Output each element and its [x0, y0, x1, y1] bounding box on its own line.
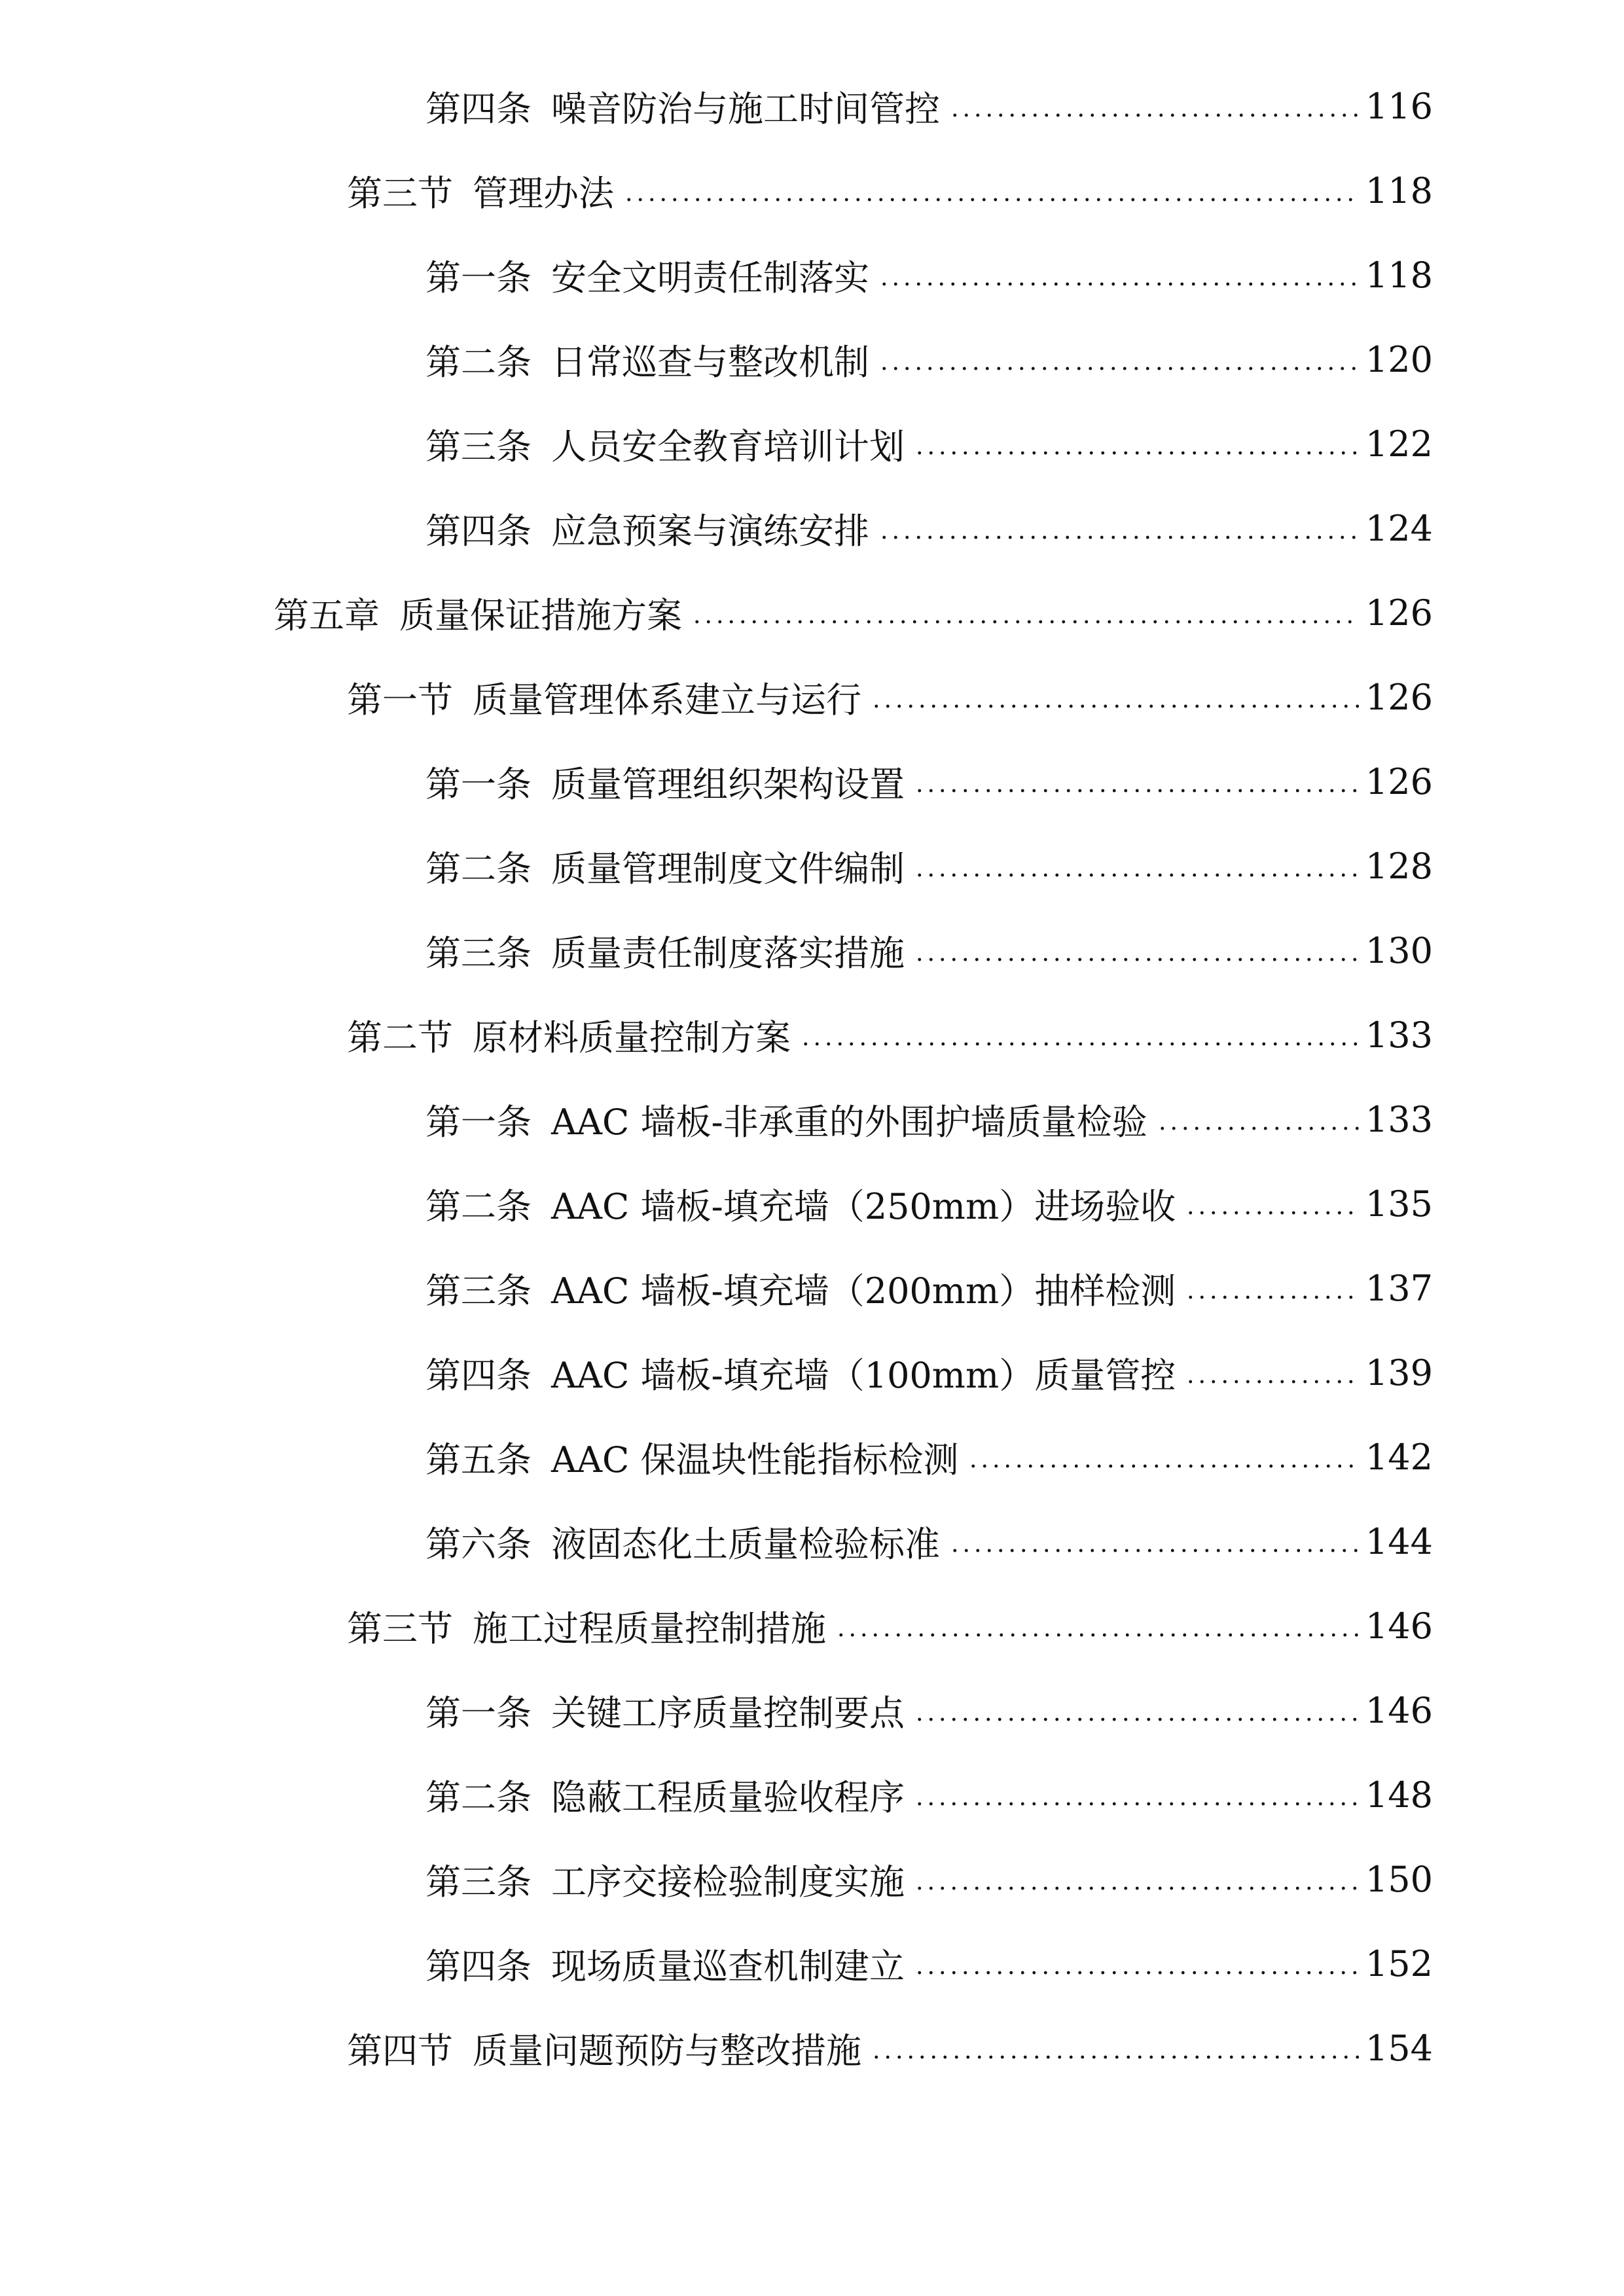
- toc-entry-title: 施工过程质量控制措施: [473, 1607, 826, 1649]
- toc-entry-title: 噪音防治与施工时间管控: [551, 88, 940, 130]
- dot-leader: [914, 450, 1359, 456]
- dot-leader: [914, 1970, 1359, 1975]
- toc-entry-label: 第四条: [425, 510, 532, 552]
- toc-entry-title: 关键工序质量控制要点: [551, 1692, 905, 1734]
- toc-entry-title: 安全文明责任制落实: [551, 257, 869, 298]
- toc-entry-page-number: 118: [1365, 170, 1433, 211]
- toc-entry-title: AAC 墙板-填充墙（200mm）抽样检测: [551, 1270, 1176, 1312]
- dot-leader: [914, 1886, 1359, 1891]
- toc-entry-label: 第三条: [425, 425, 532, 467]
- toc-entry-page-number: 139: [1365, 1352, 1433, 1393]
- toc-entry-page-number: 137: [1365, 1267, 1433, 1309]
- dot-leader: [878, 535, 1359, 540]
- toc-entry-page-number: 122: [1365, 423, 1433, 465]
- toc-entry-label: 第四条: [425, 1354, 532, 1396]
- toc-entry[interactable]: [425, 80, 1433, 132]
- toc-entry[interactable]: [425, 1262, 1433, 1314]
- toc-entry-title: 日常巡查与整改机制: [551, 341, 869, 383]
- toc-entry-label: 第一条: [425, 1692, 532, 1734]
- toc-entry-page-number: 152: [1365, 1943, 1433, 1984]
- toc-entry-label: 第四节: [347, 2030, 453, 2072]
- toc-entry-title: AAC 墙板-填充墙（100mm）质量管控: [551, 1354, 1176, 1396]
- toc-entry-page-number: 126: [1365, 592, 1433, 634]
- toc-entry[interactable]: [425, 1937, 1433, 1990]
- dot-leader: [967, 1463, 1358, 1469]
- toc-entry-page-number: 146: [1365, 1689, 1433, 1731]
- toc-entry-title: 质量责任制度落实措施: [551, 932, 905, 974]
- toc-entry[interactable]: [425, 1515, 1433, 1568]
- toc-entry-title: 人员安全教育培训计划: [551, 425, 905, 467]
- dot-leader: [691, 619, 1359, 624]
- dot-leader: [878, 366, 1359, 371]
- toc-entry-page-number: 133: [1365, 1098, 1433, 1140]
- dot-leader: [623, 197, 1359, 202]
- toc-entry-title: 隐蔽工程质量验收程序: [551, 1776, 905, 1818]
- dot-leader: [914, 957, 1359, 962]
- toc-entry[interactable]: [425, 1346, 1433, 1399]
- toc-entry-page-number: 144: [1365, 1520, 1433, 1562]
- toc-entry-page-number: 135: [1365, 1183, 1433, 1225]
- toc-entry[interactable]: [425, 924, 1433, 977]
- dot-leader: [871, 704, 1359, 709]
- toc-entry-title: 液固态化土质量检验标准: [551, 1523, 940, 1565]
- toc-entry-title: 管理办法: [473, 172, 614, 214]
- dot-leader: [878, 281, 1359, 287]
- toc-entry[interactable]: [274, 586, 1433, 639]
- dot-leader: [949, 113, 1359, 118]
- toc-entry-label: 第五条: [425, 1439, 532, 1480]
- toc-entry-title: AAC 墙板-填充墙（250mm）进场验收: [551, 1185, 1176, 1227]
- toc-entry[interactable]: [425, 1684, 1433, 1736]
- toc-entry-title: 工序交接检验制度实施: [551, 1861, 905, 1903]
- toc-entry-page-number: 120: [1365, 338, 1433, 380]
- toc-entry-title: 质量保证措施方案: [399, 594, 682, 636]
- toc-entry-page-number: 130: [1365, 929, 1433, 971]
- dot-leader: [1185, 1295, 1359, 1300]
- dot-leader: [914, 788, 1359, 793]
- toc-entry-label: 第三条: [425, 932, 532, 974]
- toc-entry-page-number: 154: [1365, 2027, 1433, 2069]
- toc-entry-label: 第二节: [347, 1016, 453, 1058]
- toc-entry[interactable]: [425, 418, 1433, 470]
- toc-entry-title: 质量问题预防与整改措施: [473, 2030, 861, 2072]
- toc-entry[interactable]: [425, 1177, 1433, 1230]
- toc-entry[interactable]: [425, 1093, 1433, 1145]
- toc-entry-title: 质量管理体系建立与运行: [473, 679, 861, 721]
- dot-leader: [800, 1041, 1359, 1047]
- toc-entry-label: 第四条: [425, 88, 532, 130]
- toc-entry-label: 第四条: [425, 1945, 532, 1987]
- dot-leader: [914, 872, 1359, 878]
- toc-entry[interactable]: [425, 1431, 1433, 1483]
- toc-entry-label: 第三条: [425, 1270, 532, 1312]
- dot-leader: [914, 1717, 1359, 1722]
- dot-leader: [1185, 1210, 1359, 1215]
- toc-entry[interactable]: [347, 1009, 1433, 1061]
- toc-entry[interactable]: [425, 333, 1433, 386]
- toc-entry-page-number: 148: [1365, 1774, 1433, 1816]
- dot-leader: [1185, 1379, 1359, 1384]
- toc-entry[interactable]: [425, 1853, 1433, 1905]
- toc-entry[interactable]: [425, 502, 1433, 554]
- toc-entry-label: 第二条: [425, 1185, 532, 1227]
- toc-entry[interactable]: [425, 840, 1433, 892]
- toc-entry-title: 现场质量巡查机制建立: [551, 1945, 905, 1987]
- toc-entry-label: 第二条: [425, 848, 532, 889]
- toc-entry-title: AAC 墙板-非承重的外围护墙质量检验: [551, 1101, 1147, 1143]
- toc-entry-title: 应急预案与演练安排: [551, 510, 869, 552]
- toc-entry-label: 第二条: [425, 1776, 532, 1818]
- toc-entry-label: 第五章: [274, 594, 380, 636]
- toc-entry[interactable]: [425, 249, 1433, 301]
- toc-entry-title: 质量管理制度文件编制: [551, 848, 905, 889]
- toc-entry-page-number: 150: [1365, 1858, 1433, 1900]
- toc-entry-label: 第六条: [425, 1523, 532, 1565]
- toc-entry[interactable]: [425, 1768, 1433, 1821]
- dot-leader: [835, 1632, 1359, 1638]
- toc-entry-page-number: 142: [1365, 1436, 1433, 1478]
- toc-entry-label: 第三节: [347, 172, 453, 214]
- toc-entry-page-number: 133: [1365, 1014, 1433, 1056]
- toc-entry-title: AAC 保温块性能指标检测: [551, 1439, 959, 1480]
- toc-entry-page-number: 128: [1365, 845, 1433, 887]
- toc-entry-label: 第三条: [425, 1861, 532, 1903]
- toc-entry[interactable]: [425, 755, 1433, 808]
- toc-entry-page-number: 126: [1365, 676, 1433, 718]
- toc-entry[interactable]: [347, 671, 1433, 723]
- toc-entry-page-number: 146: [1365, 1605, 1433, 1647]
- toc-entry-page-number: 118: [1365, 254, 1433, 296]
- dot-leader: [914, 1801, 1359, 1806]
- dot-leader: [1157, 1126, 1359, 1131]
- toc-entry-label: 第二条: [425, 341, 532, 383]
- toc-entry-page-number: 126: [1365, 761, 1433, 802]
- toc-entry-label: 第一条: [425, 257, 532, 298]
- toc-entry-page-number: 124: [1365, 507, 1433, 549]
- dot-leader: [871, 2054, 1359, 2060]
- toc-entry-label: 第一条: [425, 763, 532, 805]
- dot-leader: [949, 1548, 1359, 1553]
- toc-entry[interactable]: [347, 164, 1433, 217]
- toc-entry-label: 第一节: [347, 679, 453, 721]
- toc-entry[interactable]: [347, 1600, 1433, 1652]
- toc-entry-title: 质量管理组织架构设置: [551, 763, 905, 805]
- toc-entry-label: 第一条: [425, 1101, 532, 1143]
- toc-entry-page-number: 116: [1365, 85, 1433, 127]
- toc-entry-label: 第三节: [347, 1607, 453, 1649]
- toc-entry[interactable]: [347, 2022, 1433, 2074]
- toc-entry-title: 原材料质量控制方案: [473, 1016, 791, 1058]
